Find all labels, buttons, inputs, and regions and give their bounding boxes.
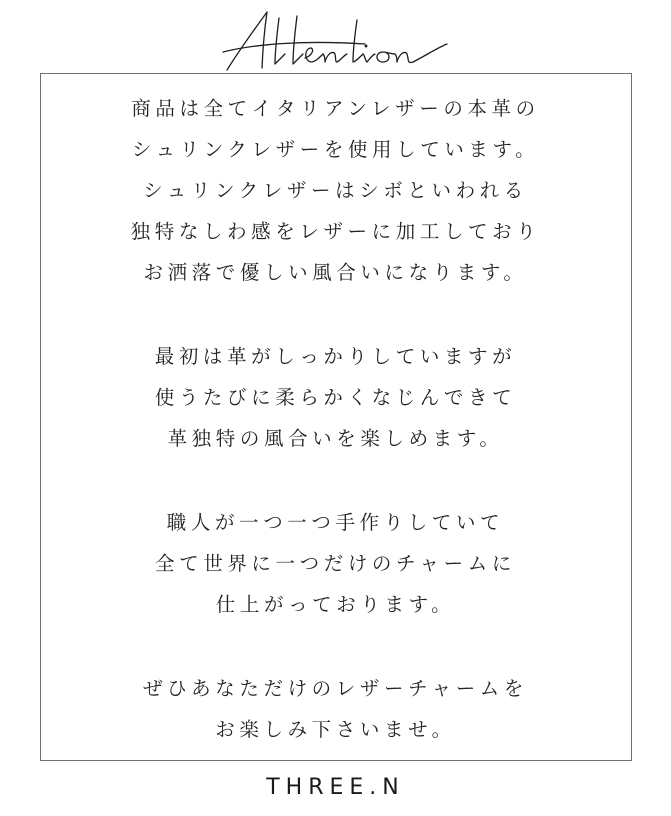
attention-heading <box>0 0 671 82</box>
text-line: 全て世界に一つだけのチャームに <box>155 552 516 575</box>
paragraph-feel <box>0 336 671 459</box>
paragraph-handmade <box>0 502 671 625</box>
text-line: 独特なしわ感をレザーに加工しており <box>130 220 541 243</box>
paragraph-material <box>0 88 671 293</box>
text-line: お洒落で優しい風合いになります。 <box>143 261 528 284</box>
brand-logo-text: THREE.N <box>266 775 405 800</box>
text-line: シュリンクレザーを使用しています。 <box>131 138 540 161</box>
text-line: ぜひあなただけのレザーチャームを <box>142 677 528 700</box>
text-line: シュリンクレザーはシボといわれる <box>143 179 528 202</box>
text-line: 商品は全てイタリアンレザーの本革の <box>131 97 540 120</box>
attention-script-lettering <box>215 4 455 82</box>
paragraph-closing <box>0 668 671 750</box>
text-line: 最初は革がしっかりしていますが <box>154 345 517 368</box>
text-line: 革独特の風合いを楽しめます。 <box>167 427 504 450</box>
text-line: 職人が一つ一つ手作りしていて <box>166 511 505 534</box>
text-line: 使うたびに柔らかくなじんできて <box>154 386 517 409</box>
text-line: お楽しみ下さいませ。 <box>215 718 456 741</box>
text-line: 仕上がっております。 <box>215 593 456 616</box>
